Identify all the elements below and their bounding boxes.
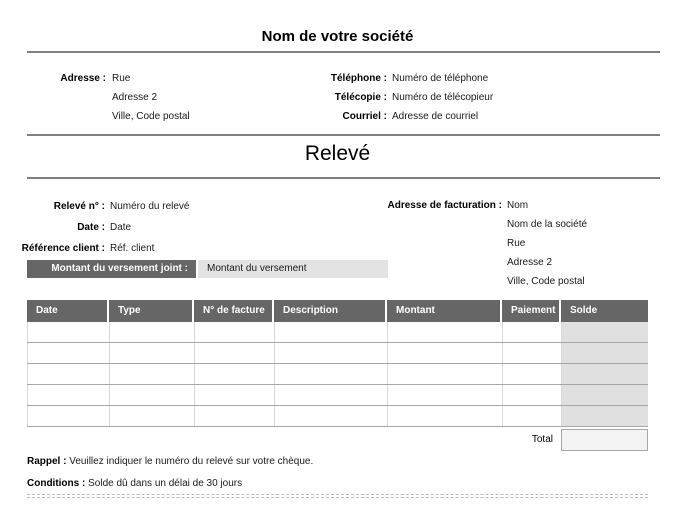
fax-value: Numéro de télécopieur bbox=[392, 92, 494, 103]
table-cell[interactable] bbox=[27, 322, 107, 342]
email-value: Adresse de courriel bbox=[392, 111, 479, 122]
email-label: Courriel : bbox=[342, 111, 387, 122]
column-header-description: Description bbox=[274, 300, 385, 322]
table-cell[interactable] bbox=[194, 406, 272, 426]
date-label: Date : bbox=[77, 222, 105, 233]
date-value: Date bbox=[110, 222, 132, 233]
phone-value: Numéro de téléphone bbox=[392, 73, 489, 84]
total-row bbox=[27, 429, 648, 451]
address-label: Adresse : bbox=[60, 73, 106, 84]
table-row bbox=[27, 406, 648, 427]
field-row-client-ref bbox=[10, 238, 189, 259]
table-cell[interactable] bbox=[274, 385, 385, 405]
section-rule-below-title bbox=[27, 177, 660, 179]
contact-row-phone bbox=[255, 69, 493, 88]
contact-row-email bbox=[255, 107, 493, 126]
client-ref-value: Réf. client bbox=[110, 243, 155, 254]
statement-title: Relevé bbox=[304, 142, 371, 165]
address-line: Rue bbox=[112, 73, 131, 84]
table-cell-balance[interactable] bbox=[561, 364, 648, 384]
column-header-invoice-number: N° de facture bbox=[194, 300, 272, 322]
billing-address-lines bbox=[507, 196, 587, 291]
client-ref-label: Référence client : bbox=[21, 243, 105, 254]
table-cell[interactable] bbox=[109, 364, 192, 384]
table-cell[interactable] bbox=[274, 364, 385, 384]
table-cell[interactable] bbox=[387, 406, 500, 426]
table-cell[interactable] bbox=[274, 322, 385, 342]
table-row bbox=[27, 385, 648, 406]
field-row-date bbox=[10, 217, 189, 238]
spacer-cell bbox=[387, 429, 500, 451]
reminder-note bbox=[27, 456, 313, 467]
column-header-balance: Solde bbox=[561, 300, 648, 322]
table-cell[interactable] bbox=[27, 406, 107, 426]
table-cell-balance[interactable] bbox=[561, 343, 648, 363]
address-lines bbox=[112, 69, 190, 126]
table-cell[interactable] bbox=[27, 343, 107, 363]
dashed-divider bbox=[27, 494, 648, 498]
spacer-cell bbox=[194, 429, 272, 451]
table-cell[interactable] bbox=[502, 385, 559, 405]
table-cell[interactable] bbox=[274, 343, 385, 363]
statement-fields bbox=[10, 196, 189, 259]
table-cell-balance[interactable] bbox=[561, 406, 648, 426]
total-label: Total bbox=[531, 434, 553, 445]
reminder-label: Rappel : bbox=[27, 456, 67, 467]
table-cell[interactable] bbox=[387, 343, 500, 363]
column-header-type: Type bbox=[109, 300, 192, 322]
payment-bar bbox=[27, 260, 388, 278]
table-cell[interactable] bbox=[387, 385, 500, 405]
table-cell[interactable] bbox=[502, 343, 559, 363]
table-cell[interactable] bbox=[387, 364, 500, 384]
phone-label: Téléphone : bbox=[330, 73, 387, 84]
table-cell[interactable] bbox=[194, 364, 272, 384]
contact-row-fax bbox=[255, 88, 493, 107]
billing-address-label: Adresse de facturation : bbox=[387, 200, 502, 211]
table-cell[interactable] bbox=[387, 322, 500, 342]
statement-number-value: Numéro du relevé bbox=[110, 201, 190, 212]
statement-number-label: Relevé n° : bbox=[53, 201, 105, 212]
terms-label: Conditions : bbox=[27, 478, 86, 489]
table-row bbox=[27, 364, 648, 385]
billing-line: Nom de la société bbox=[507, 219, 588, 230]
table-cell[interactable] bbox=[502, 322, 559, 342]
terms-text: Solde dû dans un délai de 30 jours bbox=[88, 478, 243, 489]
fax-label: Télécopie : bbox=[334, 92, 387, 103]
header-rule-top bbox=[27, 51, 660, 53]
table-cell[interactable] bbox=[194, 343, 272, 363]
table-row bbox=[27, 322, 648, 343]
spacer-cell bbox=[27, 429, 107, 451]
table-cell[interactable] bbox=[109, 343, 192, 363]
column-header-date: Date bbox=[27, 300, 107, 322]
table-cell[interactable] bbox=[109, 322, 192, 342]
billing-line: Adresse 2 bbox=[507, 257, 553, 268]
company-name-title: Nom de votre société bbox=[261, 28, 414, 45]
table-cell[interactable] bbox=[502, 406, 559, 426]
table-cell[interactable] bbox=[194, 322, 272, 342]
payment-amount-label: Montant du versement joint : bbox=[27, 260, 196, 278]
table-cell-balance[interactable] bbox=[561, 385, 648, 405]
billing-address-block bbox=[375, 196, 587, 291]
table-cell[interactable] bbox=[27, 385, 107, 405]
billing-line: Rue bbox=[507, 238, 526, 249]
table-cell[interactable] bbox=[274, 406, 385, 426]
table-cell[interactable] bbox=[109, 406, 192, 426]
column-header-amount: Montant bbox=[387, 300, 500, 322]
billing-line: Ville, Code postal bbox=[507, 276, 585, 287]
total-amount-box[interactable] bbox=[561, 429, 648, 451]
spacer-cell bbox=[274, 429, 385, 451]
spacer-cell bbox=[109, 429, 192, 451]
payment-amount-field[interactable]: Montant du versement bbox=[198, 260, 388, 278]
table-cell-balance[interactable] bbox=[561, 322, 648, 342]
table-row bbox=[27, 343, 648, 364]
address-line: Adresse 2 bbox=[112, 92, 158, 103]
field-row-number bbox=[10, 196, 189, 217]
transactions-table bbox=[27, 300, 648, 451]
section-rule-above-title bbox=[27, 134, 660, 136]
table-cell[interactable] bbox=[502, 364, 559, 384]
reminder-text: Veuillez indiquer le numéro du relevé sur votre chèque. bbox=[69, 456, 314, 467]
address-line: Ville, Code postal bbox=[112, 111, 190, 122]
billing-line: Nom bbox=[507, 200, 529, 211]
table-cell[interactable] bbox=[194, 385, 272, 405]
column-header-payment: Paiement bbox=[502, 300, 559, 322]
table-header-row bbox=[27, 300, 648, 322]
contact-block bbox=[255, 69, 493, 126]
table-cell[interactable] bbox=[109, 385, 192, 405]
terms-note bbox=[27, 478, 242, 489]
table-cell[interactable] bbox=[27, 364, 107, 384]
